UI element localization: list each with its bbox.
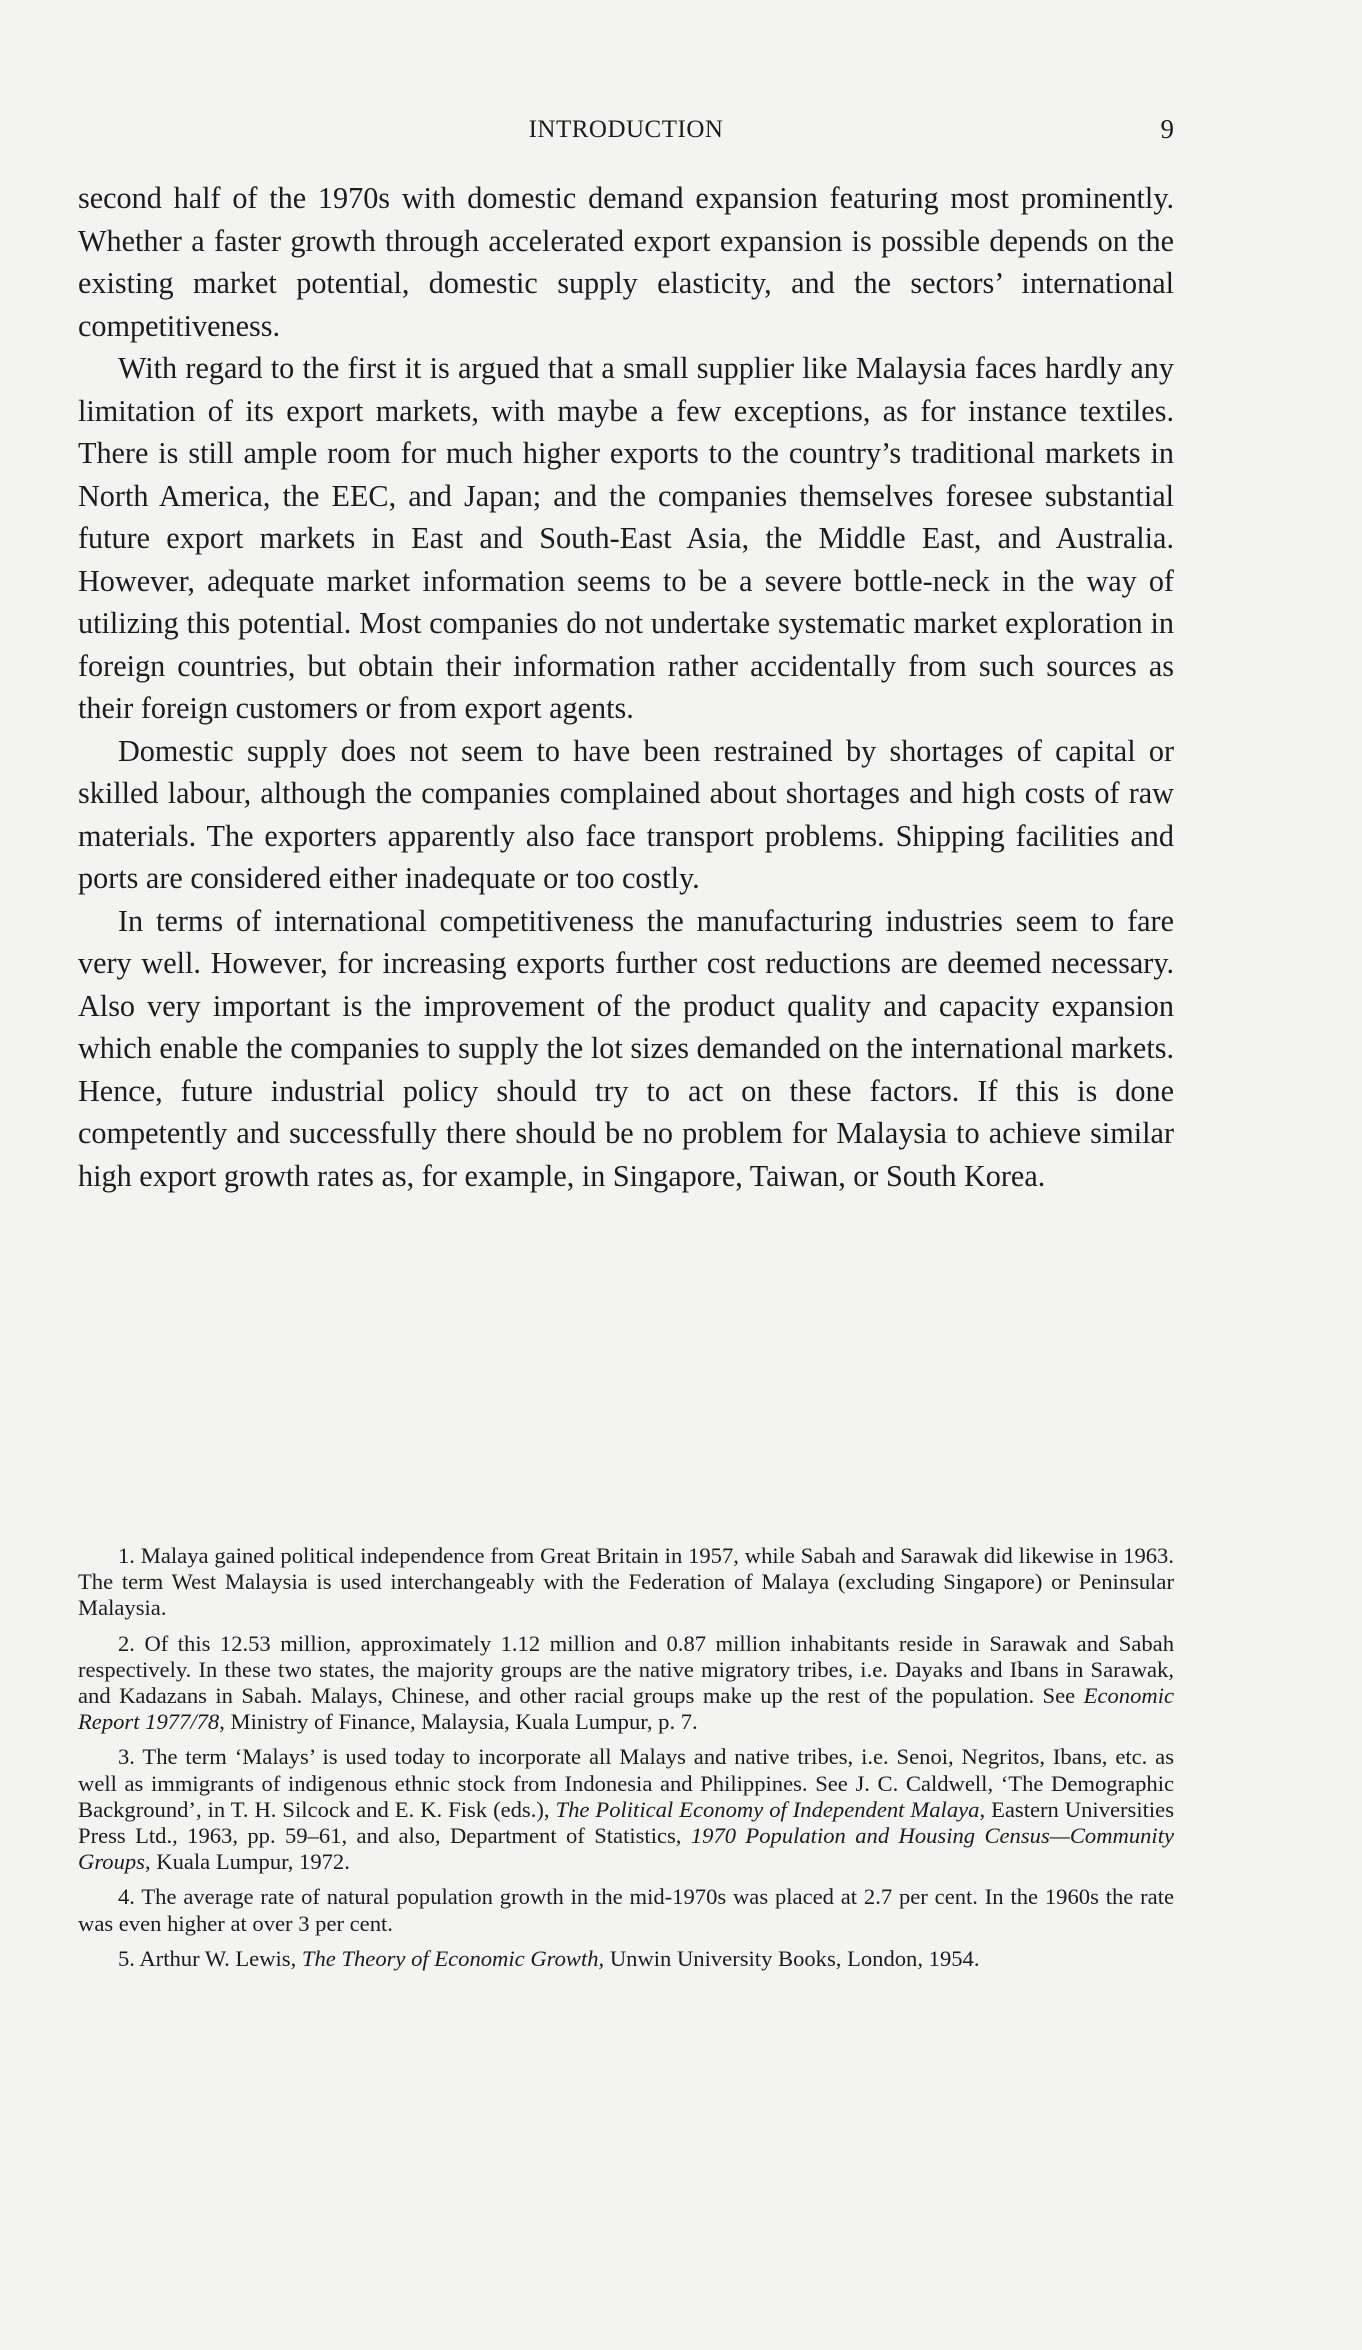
paragraph: Domestic supply does not seem to have been restrained by shortages of capital or skilled labour, although the companies complained about shortages and high costs of raw materials. The exporters apparently also face transport problems. Shipping facilities and ports are considered either inadequate or too costly. bbox=[78, 733, 1174, 895]
footnote-number: 1. bbox=[118, 1543, 141, 1568]
running-title: INTRODUCTION bbox=[528, 116, 724, 143]
footnote-number: 4. bbox=[118, 1884, 142, 1910]
footnote-text: Of this 12.53 million, approximately 1.12 million and 0.87 million inhabitants reside in Sarawak and Sabah respectively. In these two states, the majority groups are the native migratory tribes, i.e. Dayaks and Ibans in Sarawak, and Kadazans in Sabah. Malays, Chinese, and other racial groups make up the rest of the population. See bbox=[78, 1630, 1174, 1709]
page-number: 9 bbox=[1160, 114, 1174, 144]
footnote-text: , Eastern Universities Press Ltd., 1963, pp. 59–61, and also, Department of Statistics, bbox=[78, 1796, 1174, 1849]
footnote-text: , Kuala Lumpur, 1972. bbox=[144, 1849, 350, 1875]
footnote-text: The average rate of natural population growth in the mid-1970s was placed at 2.7 per cent. In the 1960s the rate was even higher at over 3 per cent. bbox=[78, 1884, 1174, 1936]
footnote-number: 2. bbox=[118, 1630, 145, 1656]
paragraph: In terms of international competitiveness the manufacturing industries seem to fare very well. However, for increasing exports further cost reductions are deemed necessary. Also very important is the improvement of the product quality and capacity expansion which enable the companies to supply the lot sizes demanded on the international markets. Hence, future industrial policy should try to act on these factors. If this is done competently and successfully there should be no problem for Malaysia to achieve similar high export growth rates as, for example, in Singapore, Taiwan, or South Korea. bbox=[78, 903, 1174, 1193]
paragraph: With regard to the first it is argued that a small supplier like Malaysia faces hardly any limitation of its export markets, with maybe a few exceptions, as for instance textiles. There is still ample room for much higher exports to the country’s traditional markets in North America, the EEC, and Japan; and the companies themselves foresee substantial future export markets in East and South-East Asia, the Middle East, and Australia. However, adequate market information seems to be a severe bottle-neck in the way of utilizing this potential. Most companies do not undertake systematic market exploration in foreign countries, but obtain their information rather accidentally from such sources as their foreign customers or from export agents. bbox=[78, 351, 1174, 725]
running-head bbox=[78, 112, 1174, 148]
footnote-number: 3. bbox=[118, 1744, 143, 1770]
footnote bbox=[78, 1631, 1174, 1736]
footnote-text: Arthur W. Lewis, bbox=[139, 1945, 302, 1971]
footnote bbox=[78, 1946, 1174, 1972]
footnote-number: 5. bbox=[118, 1945, 140, 1971]
footnote-title: 1970 Population and Housing Census—Community Groups bbox=[78, 1823, 1175, 1875]
footnote-title: The Theory of Economic Growth, bbox=[301, 1945, 605, 1971]
footnotes bbox=[78, 1543, 1174, 1981]
footnote-text: , Ministry of Finance, Malaysia, Kuala Lumpur, p. 7. bbox=[219, 1709, 698, 1735]
footnote bbox=[78, 1744, 1174, 1875]
footnote bbox=[78, 1884, 1174, 1936]
footnote-text: The term ‘Malays’ is used today to incorporate all Malays and native tribes, i.e. Senoi, Negritos, Ibans, etc. as well as immigrants of indigenous ethnic stock from Indonesia and Philippines. See J. C. Caldwell, ‘The Demographic Background’, in T. H. Silcock and E. K. Fisk (eds.), bbox=[78, 1744, 1175, 1822]
body-text bbox=[78, 177, 1174, 1197]
footnote-title: Economic Report 1977/78 bbox=[78, 1683, 1174, 1735]
footnote bbox=[78, 1543, 1174, 1622]
footnote-title: The Political Economy of Independent Malaya bbox=[555, 1796, 980, 1822]
paragraph: second half of the 1970s with domestic demand expansion featuring most prominently. Whether a faster growth through accelerated export expansion is possible depends on the existing market potential, domestic supply elasticity, and the sectors’ international competitiveness. bbox=[78, 181, 1174, 343]
footnote-text: Malaya gained political independence from Great Britain in 1957, while Sabah and Sarawak did likewise in 1963. The term West Malaysia is used interchangeably with the Federation of Malaya (excluding Singapore) or Peninsular Malaysia. bbox=[78, 1543, 1174, 1621]
footnote-text: Unwin University Books, London, 1954. bbox=[604, 1945, 980, 1971]
